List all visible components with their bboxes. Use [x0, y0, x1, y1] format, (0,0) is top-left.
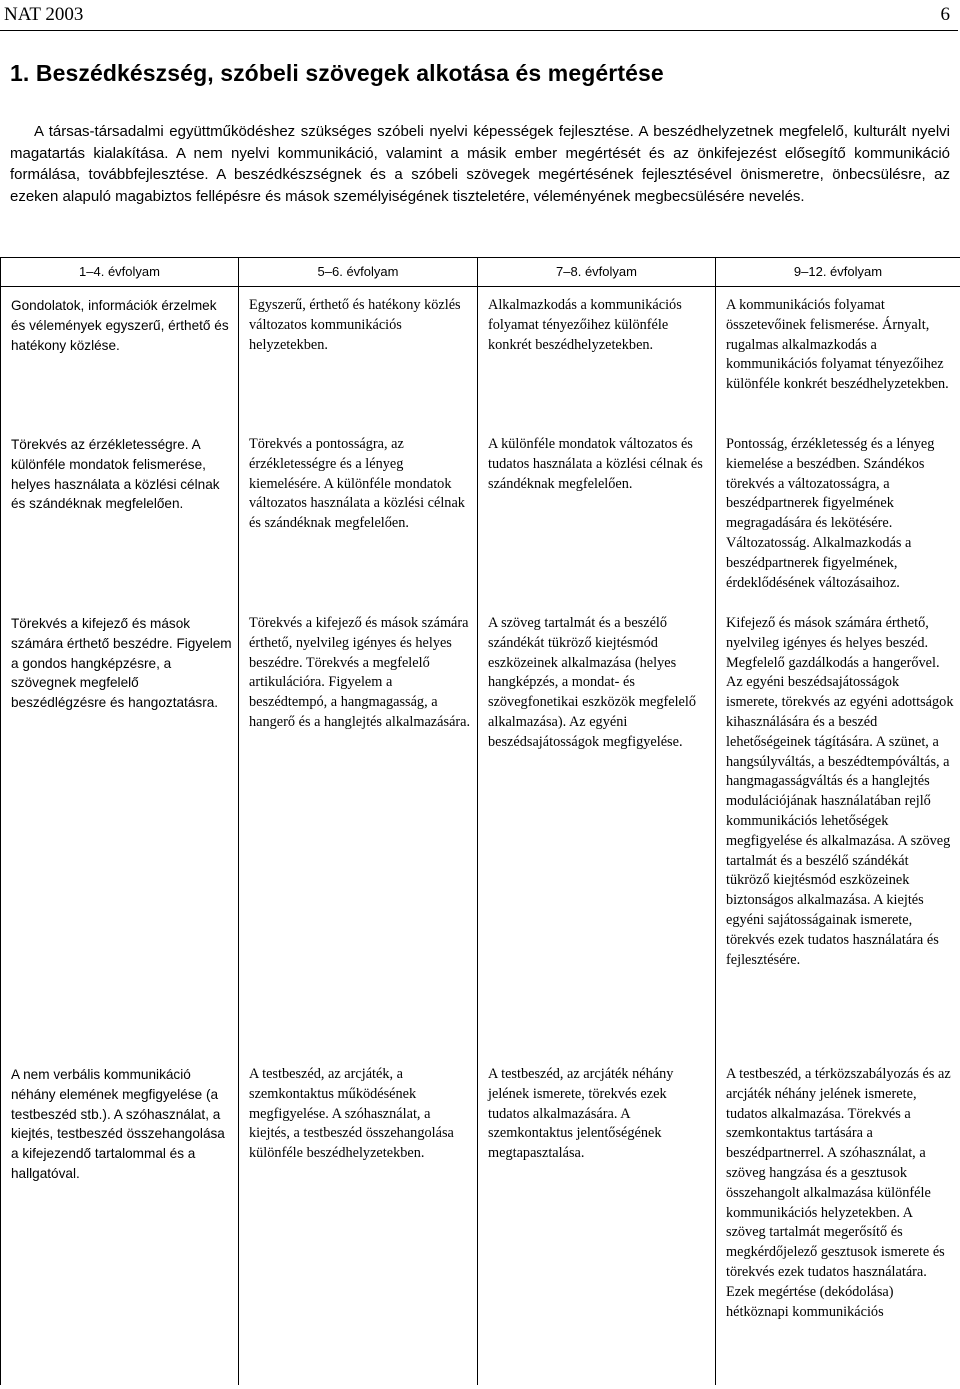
column-header-grade-9-12: 9–12. évfolyam: [716, 258, 960, 287]
cell-text: Egyszerű, érthető és hatékony közlés változatos kommunikációs helyzetekben.: [249, 297, 461, 353]
cell-text: Pontosság, érzékletesség és a lényeg kiemelése a beszédben. Szándékos törekvés a változatosságra, a beszédpartnerek figyelmének megragadására és lekötésére. Változatosság. Alkalmazkodás a beszédpartnerek figyelmének, érdeklődésének változásaihoz.: [726, 436, 935, 591]
table-cell: [478, 287, 716, 436]
table-cell: [239, 435, 478, 614]
table-row: [1, 287, 960, 436]
table-cell: [716, 1065, 960, 1385]
cell-text: A szöveg tartalmát és a beszélő szándékát tükröző kiejtésmód eszközeinek alkalmazása (helyes hangképzés, a mondat- és szövegfonetikai eszközök megfelelő alkalmazása). Az egyéni beszédsajátosságok megfigyelése.: [488, 615, 697, 750]
cell-text: Gondolatok, információk érzelmek és vélemények egyszerű, érthető és hatékony közlése.: [11, 298, 229, 353]
cell-text: A különféle mondatok változatos és tudatos használata a közlési célnak és szándéknak megfelelően.: [488, 436, 703, 492]
table-row: [1, 614, 960, 1065]
table-cell: [1, 287, 239, 436]
table-row: [1, 435, 960, 614]
column-header-grade-1-4: 1–4. évfolyam: [1, 258, 239, 287]
cell-text: Törekvés az érzékletességre. A különféle mondatok felismerése, helyes használata a közlési célnak és szándéknak megfelelően.: [11, 437, 220, 512]
grade-level-table: [0, 257, 960, 1385]
header-document-name: NAT 2003: [4, 4, 84, 25]
cell-text: A nem verbális kommunikáció néhány elemének megfigyelése (a testbeszéd stb.). A szóhasználat, a kiejtés, testbeszéd összehangolása a kifejezendő tartalommal és a hallgatóval.: [11, 1067, 225, 1181]
table-cell: [239, 614, 478, 1065]
table-cell: [239, 1065, 478, 1385]
cell-text: Törekvés a pontosságra, az érzékletességre és a lényeg kiemelésére. A különféle mondatok változatos használata a közlési célnak és szándéknak megfelelően.: [249, 436, 465, 532]
page-header: [0, 0, 960, 32]
header-rule: [0, 30, 958, 31]
table-cell: [716, 287, 960, 436]
table-row: [1, 1065, 960, 1385]
intro-paragraph: A társas-társadalmi együttműködéshez szükséges szóbeli nyelvi képességek fejlesztése. A beszédhelyzetnek megfelelő, kulturált nyelvi magatartás kialakítása. A nem nyelvi kommunikáció, valamint a másik ember megértését és az önkifejezést elősegítő kommunikáció formálása, továbbfejlesztése. A beszédkészségnek és a szóbeli szövegek megértésének fejlesztésével önismeretre, önbecsülésre, az ezeken alapuló magabiztos fellépésre és mások személyiségének tiszteletére, véleményének megbecsülésére nevelés.: [10, 123, 950, 205]
cell-text: Kifejező és mások számára érthető, nyelvileg igényes és helyes beszéd. Megfelelő gazdálkodás a hangerővel. Az egyéni beszédsajátosságok ismerete, törekvés az egyéni adottságok kihasználására és a beszéd lehetőségeinek tágítására. A szünet, a hangsúlyváltás, a beszédtempóváltás, a hangmagasságváltás és a hanglejtés modulációjának használatában rejlő kommunikációs lehetőségek megfigyelése és alkalmazása. A szöveg tartalmát és a beszélő szándékát tükröző kiejtésmód eszközeinek biztonságos alkalmazása. A kiejtés egyéni sajátosságainak ismerete, törekvés ezek tudatos használatára és fejlesztésére.: [726, 615, 954, 968]
table-header-row: [1, 258, 960, 287]
table-cell: [1, 1065, 239, 1385]
table-cell: [716, 435, 960, 614]
table-cell: [478, 614, 716, 1065]
table-cell: [478, 1065, 716, 1385]
section-title: 1. Beszédkészség, szóbeli szövegek alkotása és megértése: [10, 60, 664, 86]
column-header-grade-7-8: 7–8. évfolyam: [478, 258, 716, 287]
cell-text: Alkalmazkodás a kommunikációs folyamat tényezőihez különféle konkrét beszédhelyzetekben.: [488, 297, 682, 353]
cell-text: Törekvés a kifejező és mások számára érthető, nyelvileg igényes és helyes beszédre. Törekvés a megfelelő artikulációra. Figyelem a beszédtempó, a hangmagasság, a hangerő és a hanglejtés alkalmazására.: [249, 615, 471, 730]
table-cell: [239, 287, 478, 436]
table-cell: [1, 435, 239, 614]
table-cell: [1, 614, 239, 1065]
column-header-grade-5-6: 5–6. évfolyam: [239, 258, 478, 287]
table-cell: [716, 614, 960, 1065]
cell-text: A testbeszéd, a térközszabályozás és az arcjáték néhány jelének ismerete, tudatos alkalmazása. Törekvés a szemkontaktus tartására a beszédpartnerrel. A szóhasználat, a szöveg hangzása és a gesztusok összehangolt alkalmazása különféle kommunikációs helyzetekben. A szöveg tartalmát megerősítő és megkérdőjelező gesztusok ismerete és törekvés ezek tudatos használatára. Ezek megértése (dekódolása) hétköznapi kommunikációs: [726, 1066, 951, 1320]
cell-text: A testbeszéd, az arcjáték, a szemkontaktus működésének megfigyelése. A szóhasználat, a kiejtés, a testbeszéd összehangolása különféle beszédhelyzetekben.: [249, 1066, 454, 1162]
table-cell: [478, 435, 716, 614]
cell-text: A kommunikációs folyamat összetevőinek felismerése. Árnyalt, rugalmas alkalmazkodás a kommunikációs folyamat tényezőihez különféle konkrét beszédhelyzetekben.: [726, 297, 949, 393]
header-page-number: 6: [940, 4, 950, 25]
cell-text: Törekvés a kifejező és mások számára érthető beszédre. Figyelem a gondos hangképzésre, a szövegnek megfelelő beszédlégzésre és hangoztatásra.: [11, 616, 232, 711]
cell-text: A testbeszéd, az arcjáték néhány jelének ismerete, törekvés ezek tudatos alkalmazására. A szemkontaktus jelentőségének megtapasztalása.: [488, 1066, 674, 1162]
